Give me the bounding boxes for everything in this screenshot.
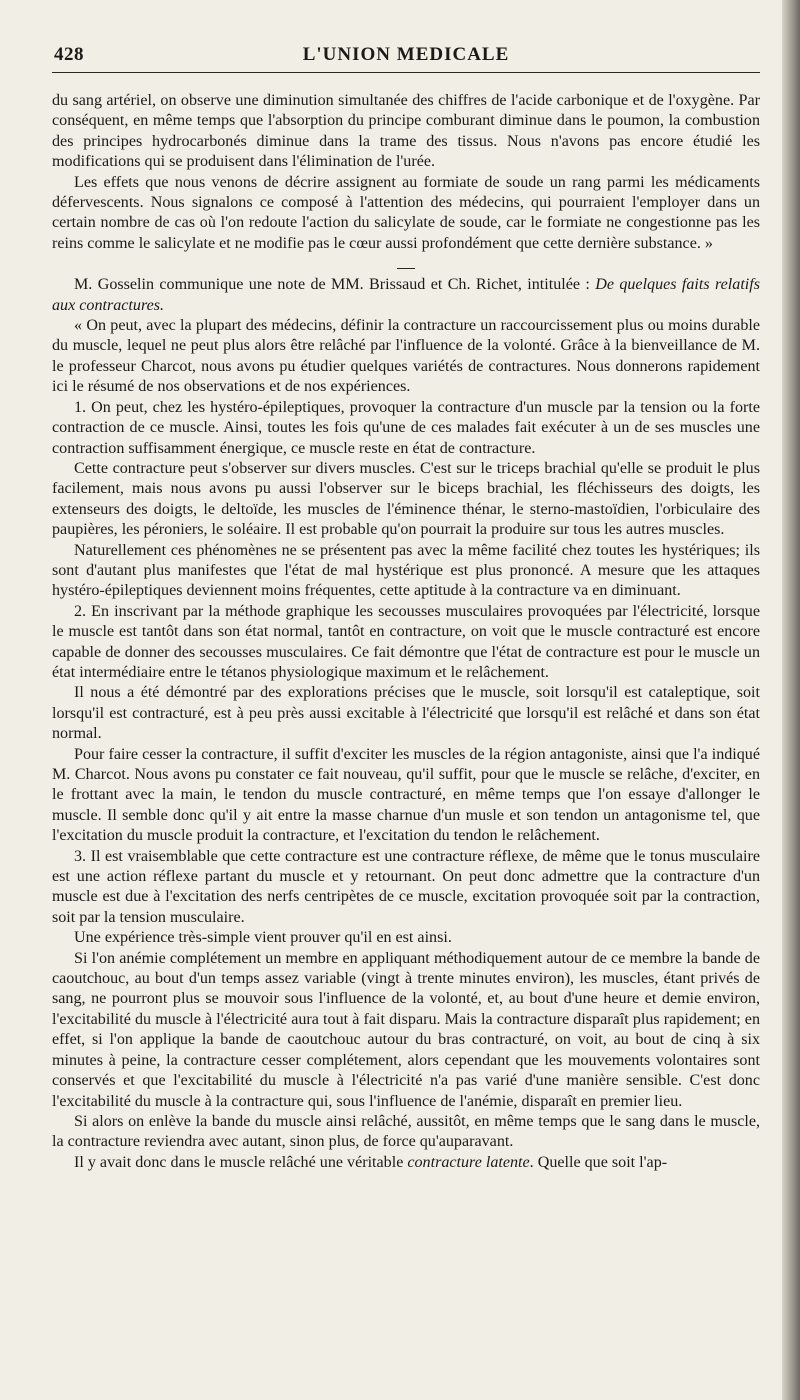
- book-spine-shadow: [782, 0, 800, 1400]
- note-intro: [52, 275, 760, 316]
- article-body: [52, 91, 760, 1173]
- page-header: [52, 38, 760, 73]
- paragraph: Si l'on anémie complétement un membre en appliquant méthodiquement autour de ce membre la bande de caoutchouc, au bout d'un temps assez variable (vingt à trente minutes environ), les muscles, étant privés de sang, ne pourront plus se mouvoir sous l'influence de la volonté, et, au bout d'une heure et demie environ, l'excitabilité du muscle à l'électricité aura tout à fait disparu. Mais la contracture disparaît plus rapidement; en effet, si l'on applique la bande de caoutchouc autour du bras contracturé, on voit, au bout de cinq à six minutes à peine, la contracture cesser complétement, alors cependant que les mouvements volontaires sont conservés et que l'excitabilité du muscle à l'électricité n'a pas varié d'une manière sensible. C'est donc l'excitabilité du muscle à la contracture qui, sous l'influence de l'anémie, disparaît en premier lieu.: [52, 949, 760, 1110]
- paragraph: 2. En inscrivant par la méthode graphique les secousses musculaires provoquées par l'électricité, lorsque le muscle est tantôt dans son état normal, tantôt en contracture, on voit que le muscle contracturé est encore capable de donner des secousses musculaires. Ce fait démontre que l'état de contracture est pour le muscle un état intermédiaire entre le tétanos physiologique maximum et le relâchement.: [52, 602, 760, 681]
- last-line-italic: contracture latente: [407, 1153, 530, 1171]
- last-line-text: Il y avait donc dans le muscle relâché une véritable: [74, 1153, 408, 1171]
- note-intro-text: M. Gosselin communique une note de MM. Brissaud et Ch. Richet, intitulée :: [74, 276, 596, 294]
- paragraph: Il nous a été démontré par des explorations précises que le muscle, soit lorsqu'il est cataleptique, soit lorsqu'il est contracturé, est à peu près aussi excitable à l'électricité que lorsqu'il est relâché et dans son état normal.: [52, 684, 760, 743]
- paragraph: Cette contracture peut s'observer sur divers muscles. C'est sur le triceps brachial qu'elle se produit le plus facilement, mais nous avons pu aussi l'observer sur le biceps brachial, les fléchisseurs des doigts, les extenseurs des doigts, le deltoïde, les muscles de l'éminence thénar, le sterno-mastoïdien, l'orbiculaire des paupières, les péroniers, le soléaire. Il est probable qu'on pourrait la produire sur tous les autres muscles.: [52, 459, 760, 539]
- paragraph: Si alors on enlève la bande du muscle ainsi relâché, aussitôt, en même temps que le sang dans le muscle, la contracture reviendra avec autant, sinon plus, de force qu'auparavant.: [52, 1112, 760, 1151]
- journal-page: [52, 38, 760, 1173]
- page-number: 428: [54, 44, 84, 65]
- paragraph: du sang artériel, on observe une diminution simultanée des chiffres de l'acide carbonique et de l'oxygène. Par conséquent, en même temps que l'absorption du principe comburant diminue dans le poumon, la combustion des principes hydrocarbonés diminue dans la trame des tissus. Nous n'avons pas encore étudié les modifications qui se produisent dans l'élimination de l'urée.: [52, 92, 760, 171]
- paragraph: 3. Il est vraisemblable que cette contracture est une contracture réflexe, de même que le tonus musculaire est une action réflexe partant du muscle et y retournant. On peut donc admettre que la contracture d'un muscle est due à l'excitation des nerfs centripètes de ce muscle, excitation provoquée soit par la contraction, soit par la tension musculaire.: [52, 847, 760, 926]
- paragraph: « On peut, avec la plupart des médecins, définir la contracture un raccourcissement plus ou moins durable du muscle, lequel ne peut plus alors être relâché par l'influence de la volonté. Grâce à la bienveillance de M. le professeur Charcot, nous avons pu étudier quelques variétés de contractures. Nous donnerons rapidement ici le résumé de nos observations et de nos expériences.: [52, 317, 760, 396]
- journal-title: L'UNION MEDICALE: [302, 44, 510, 65]
- section-separator: [397, 268, 415, 269]
- paragraph: 1. On peut, chez les hystéro-épileptiques, provoquer la contracture d'un muscle par la tension ou la forte contraction de ce muscle. Ainsi, toutes les fois qu'une de ces malades fait exécuter à un de ses muscles une contraction suffisamment énergique, ce muscle reste en état de contracture.: [52, 398, 760, 457]
- last-line-tail: . Quelle que soit l'ap-: [529, 1153, 668, 1171]
- paragraph: Pour faire cesser la contracture, il suffit d'exciter les muscles de la région antagoniste, ainsi que l'a indiqué M. Charcot. Nous avons pu constater ce fait nouveau, qu'il suffit, pour que le muscle se relâche, d'exciter, en le frottant avec la main, le tendon du muscle contracturé, en même temps que l'on essaye d'allonger le muscle. Il semble donc qu'il y ait entre la masse charnue d'un musle et son tendon un antagonisme tel, que l'excitation du muscle produit la contracture, et l'excitation du tendon le relâchement.: [52, 745, 760, 845]
- last-line: [52, 1153, 760, 1173]
- paragraph: Une expérience très-simple vient prouver qu'il en est ainsi.: [74, 929, 452, 947]
- paragraph: Naturellement ces phénomènes ne se présentent pas avec la même facilité chez toutes les hystériques; ils sont d'autant plus manifestes que l'état de mal hystérique est plus prononcé. A mesure que les attaques hystéro-épileptiques deviennent moins fréquentes, cette aptitude à la contracture va en diminuant.: [52, 541, 760, 600]
- paragraph: Les effets que nous venons de décrire assignent au formiate de soude un rang parmi les médicaments défervescents. Nous signalons ce composé à l'attention des médecins, qui pourraient l'employer dans un certain nombre de cas où l'on redoute l'action du salicylate de soude, car le formiate ne congestionne pas les reins comme le salicylate et ne modifie pas le cœur aussi profondément que cette dernière substance. »: [52, 173, 760, 252]
- note-title: De quelques faits relatifs aux contractures.: [52, 276, 760, 314]
